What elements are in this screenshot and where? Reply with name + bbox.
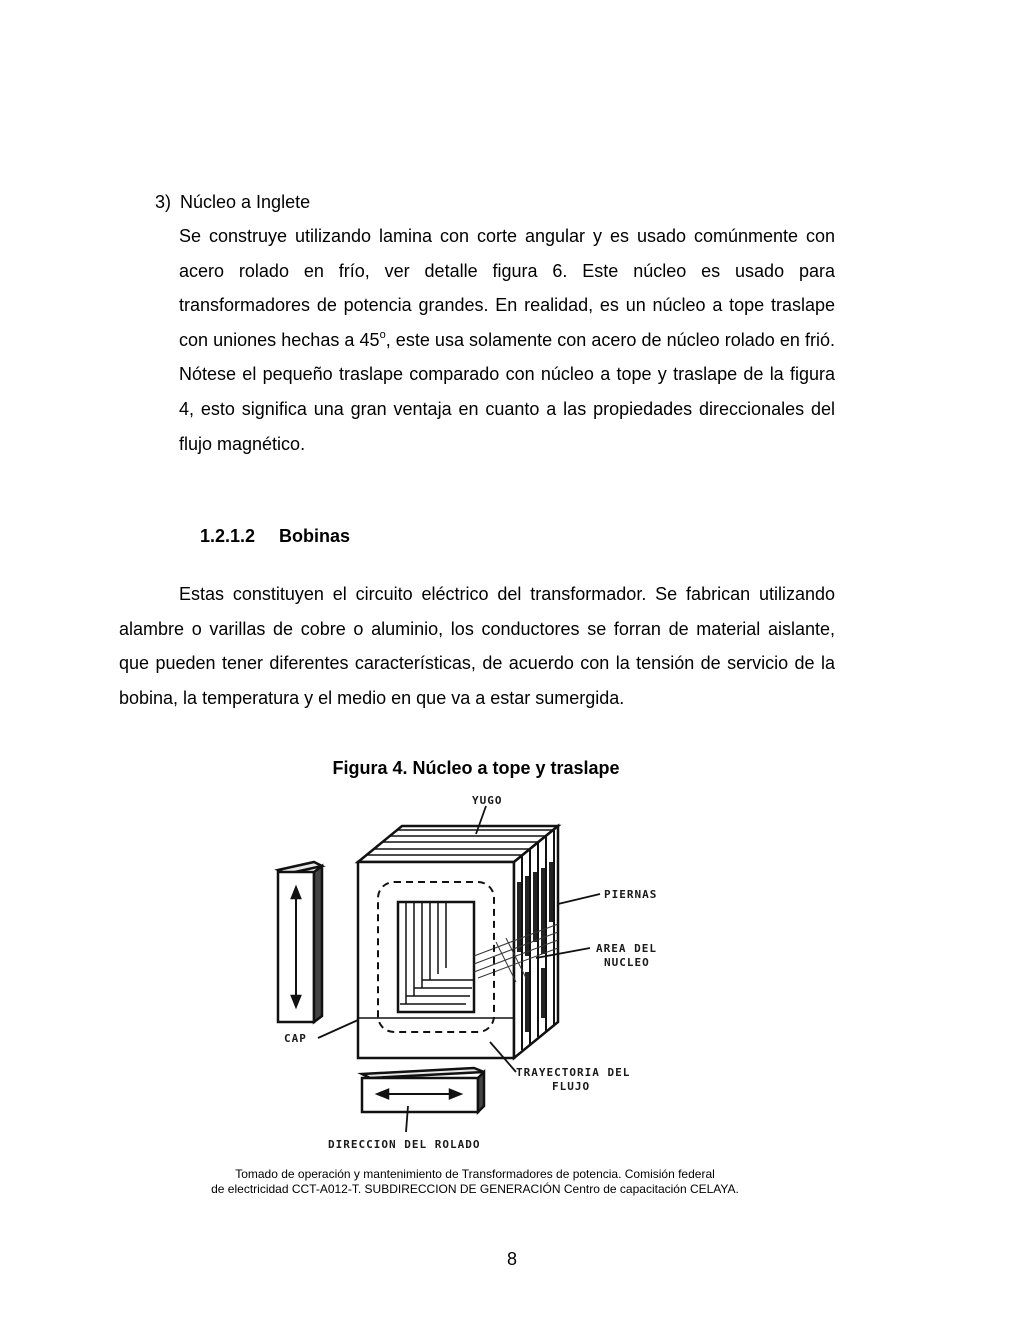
item-title: Núcleo a Inglete <box>180 192 311 212</box>
page-number: 8 <box>506 1249 517 1269</box>
section-title: Bobinas <box>279 526 351 546</box>
item-heading <box>155 190 310 214</box>
label-trayectoria-line1: TRAYECTORIA DEL <box>516 1066 631 1079</box>
cap-leg-drawing <box>278 862 322 1022</box>
figure-source-note <box>150 1167 800 1197</box>
label-area-line2: NUCLEO <box>604 956 650 969</box>
figure-caption: Figura 4. Núcleo a tope y traslape <box>332 758 620 778</box>
label-area-line1: AREA DEL <box>596 942 657 955</box>
source-line-1: Tomado de operación y mantenimiento de Transformadores de potencia. Comisión federal <box>235 1167 715 1181</box>
label-yugo: YUGO <box>472 794 503 807</box>
section-heading <box>200 524 350 548</box>
label-cap: CAP <box>284 1032 307 1045</box>
paragraph-bobinas: Estas constituyen el circuito eléctrico del transformador. Se fabrican utilizando alambre o varillas de cobre o aluminio, los conductores se forran de material aislante, que pueden tener diferentes características, de acuerdo con la tensión de servicio de la bobina, la temperatura y el medio en que va a estar sumergida. <box>119 584 835 708</box>
label-piernas: PIERNAS <box>604 888 658 901</box>
core-block-drawing <box>358 826 558 1058</box>
paragraph-part-2: , este usa solamente con acero de núcleo rolado en frió. Nótese el pequeño traslape comparado con núcleo a tope y traslape de la figura 4, esto significa una gran ventaja en cuanto a las propiedades direccionales del flujo magnético. <box>179 329 836 454</box>
transformer-core-figure <box>266 792 686 1156</box>
label-trayectoria-line2: FLUJO <box>552 1080 591 1093</box>
label-direccion: DIRECCION DEL ROLADO <box>328 1138 481 1151</box>
source-line-2: de electricidad CCT-A012-T. SUBDIRECCION DE GENERACIÓN Centro de capacitación CELAYA. <box>211 1182 739 1196</box>
paragraph-part-1: Se construye utilizando lamina con corte angular y es usado comúnmente con acero rolado en frío, ver detalle figura 6. Este núcleo es usado para transformadores de potencia grandes. En realidad, es un núcleo a tope traslape con uniones hechas a 45 <box>179 226 835 350</box>
section-number: 1.2.1.2 <box>200 526 256 546</box>
rolled-bar-drawing <box>362 1068 484 1112</box>
paragraph-nucleo-inglete <box>179 219 835 461</box>
item-number: 3) <box>155 192 172 212</box>
degree-superscript: o <box>379 328 386 341</box>
